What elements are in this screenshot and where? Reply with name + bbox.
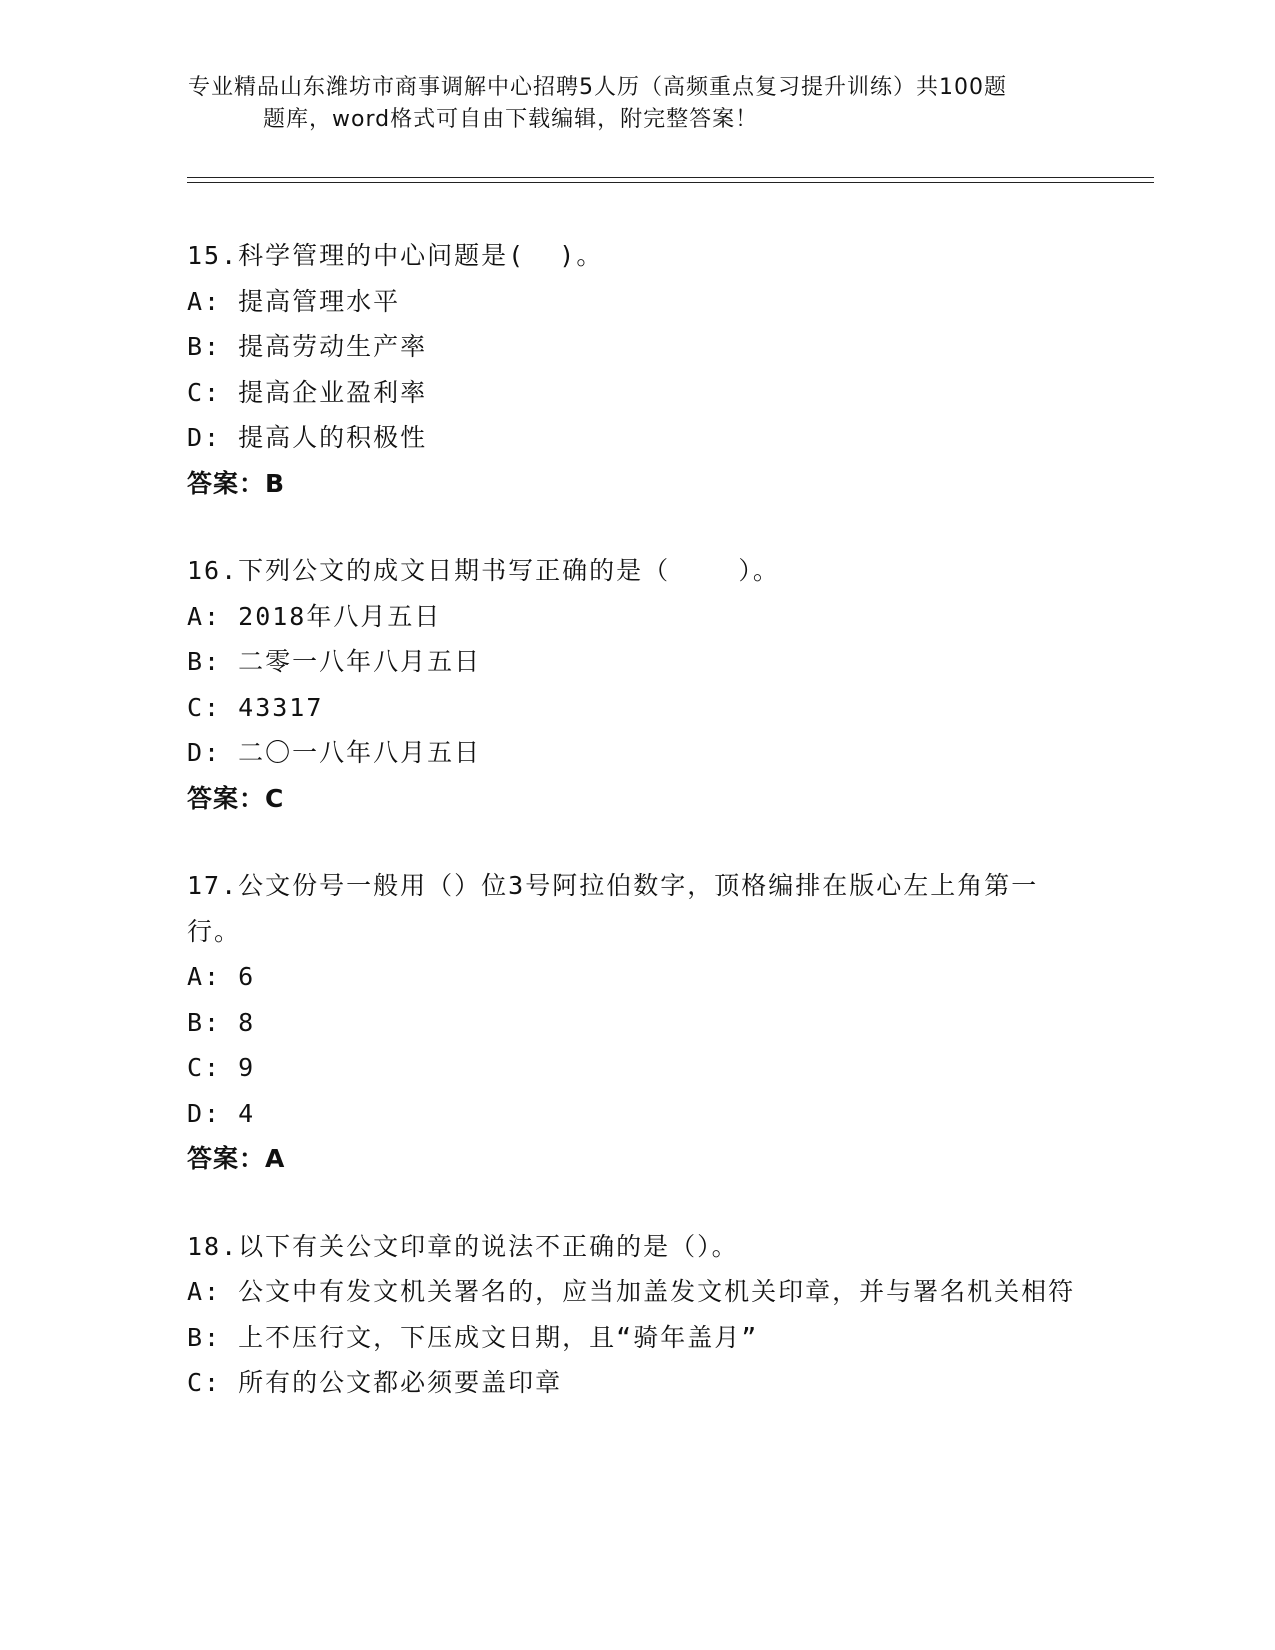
option-b: B: 8 — [187, 1007, 256, 1037]
question-item — [187, 548, 1077, 821]
option-d: D: 二〇一八年八月五日 — [187, 738, 482, 767]
header-rule-bottom — [187, 182, 1154, 183]
option-c: C: 所有的公文都必须要盖印章 — [187, 1368, 563, 1397]
header-title-line2: 题库，word格式可自由下载编辑，附完整答案！ — [263, 107, 759, 132]
option-a: A: 6 — [187, 962, 256, 991]
answer-line: 答案：A — [187, 1144, 286, 1173]
header-title-line1: 专业精品山东潍坊市商事调解中心招聘5人历（高频重点复习提升训练）共100题 — [188, 75, 1007, 100]
option-d: D: 4 — [187, 1098, 256, 1128]
option-c: C: 提高企业盈利率 — [187, 377, 428, 407]
option-c: C: 43317 — [187, 692, 324, 722]
question-stem: 16.下列公文的成文日期书写正确的是（ ）。 — [187, 556, 780, 585]
option-c: C: 9 — [187, 1053, 256, 1082]
option-a: A: 2018年八月五日 — [187, 601, 442, 631]
question-item — [187, 1224, 1077, 1406]
option-b: B: 提高劳动生产率 — [187, 332, 428, 361]
question-stem: 17.公文份号一般用（）位3号阿拉伯数字，顶格编排在版心左上角第一行。 — [187, 871, 1039, 946]
option-a: A: 提高管理水平 — [187, 286, 401, 316]
document-header — [188, 72, 1088, 136]
answer-line: 答案：B — [187, 468, 286, 498]
question-item — [187, 863, 1077, 1182]
option-d: D: 提高人的积极性 — [187, 423, 428, 452]
question-list — [187, 233, 1077, 1448]
option-b: B: 二零一八年八月五日 — [187, 647, 482, 676]
question-stem: 18.以下有关公文印章的说法不正确的是（）。 — [187, 1231, 739, 1261]
header-rule-top — [187, 177, 1154, 178]
answer-line: 答案：C — [187, 783, 285, 813]
option-a: A: 公文中有发文机关署名的，应当加盖发文机关印章，并与署名机关相符 — [187, 1277, 1076, 1306]
question-stem: 15.科学管理的中心问题是( )。 — [187, 241, 604, 270]
option-b: B: 上不压行文，下压成文日期，且“骑年盖月” — [187, 1322, 759, 1352]
question-item — [187, 233, 1077, 506]
